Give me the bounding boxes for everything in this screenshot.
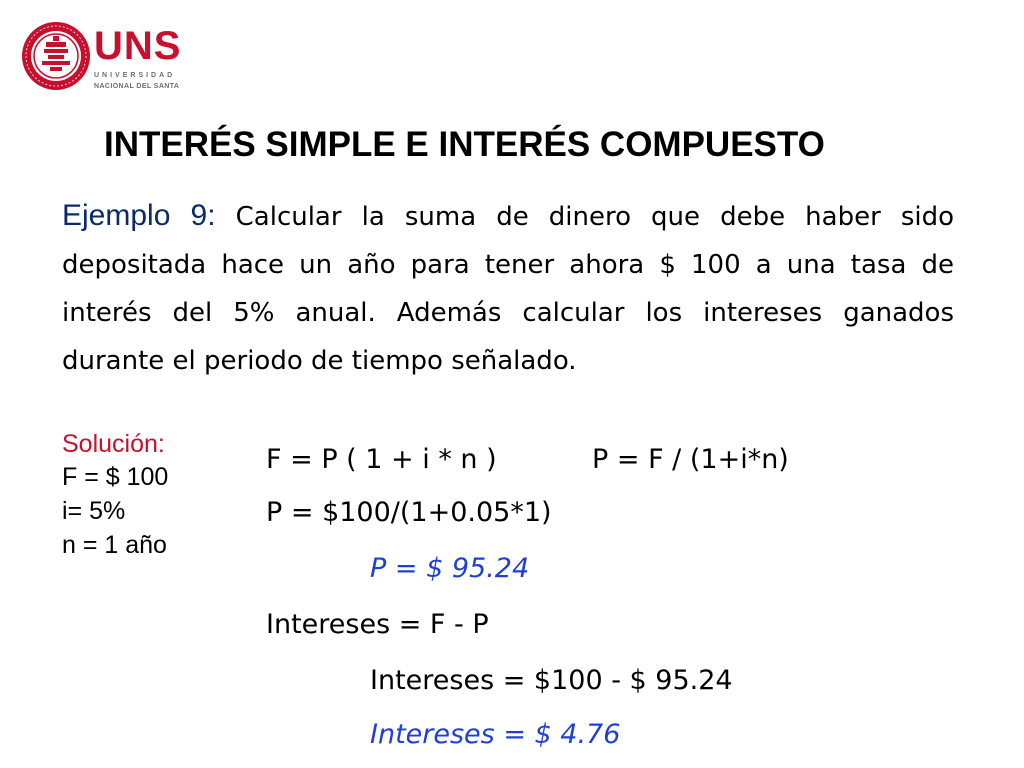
formula-present-value: P = F / (1+i*n) [592,444,789,475]
given-periods: n = 1 año [62,531,167,559]
example-colon: : [207,199,216,232]
given-values [62,428,168,562]
university-logo [20,20,190,100]
present-value-substitution: P = $100/(1+0.05*1) [266,497,552,528]
logo-name-line1: UNIVERSIDAD [94,72,176,79]
university-seal-icon [20,20,92,92]
example-label: Ejemplo 9 [62,199,208,232]
solution-label: Solución: [62,430,165,458]
present-value-result: P = $ 95.24 [370,553,530,584]
given-future-value: F = $ 100 [62,463,169,491]
formula-future-value: F = P ( 1 + i * n ) [266,444,497,475]
given-rate: i= 5% [62,497,126,525]
interest-formula: Intereses = F - P [266,609,489,640]
logo-name-line2: NACIONAL DEL SANTA [94,83,180,90]
problem-statement [62,192,954,385]
problem-text: Calcular la suma de dinero que debe haber sido depositada hace un año para tener ahora $ 100 a una tasa de interés del 5% anual. Además calcular los intereses ganados durante el periodo de tiempo señalado. [62,202,955,376]
logo-acronym: UNS [94,24,182,68]
slide-title: INTERÉS SIMPLE E INTERÉS COMPUESTO [104,125,825,164]
interest-substitution: Intereses = $100 - $ 95.24 [370,665,733,696]
interest-result: Intereses = $ 4.76 [370,719,621,750]
